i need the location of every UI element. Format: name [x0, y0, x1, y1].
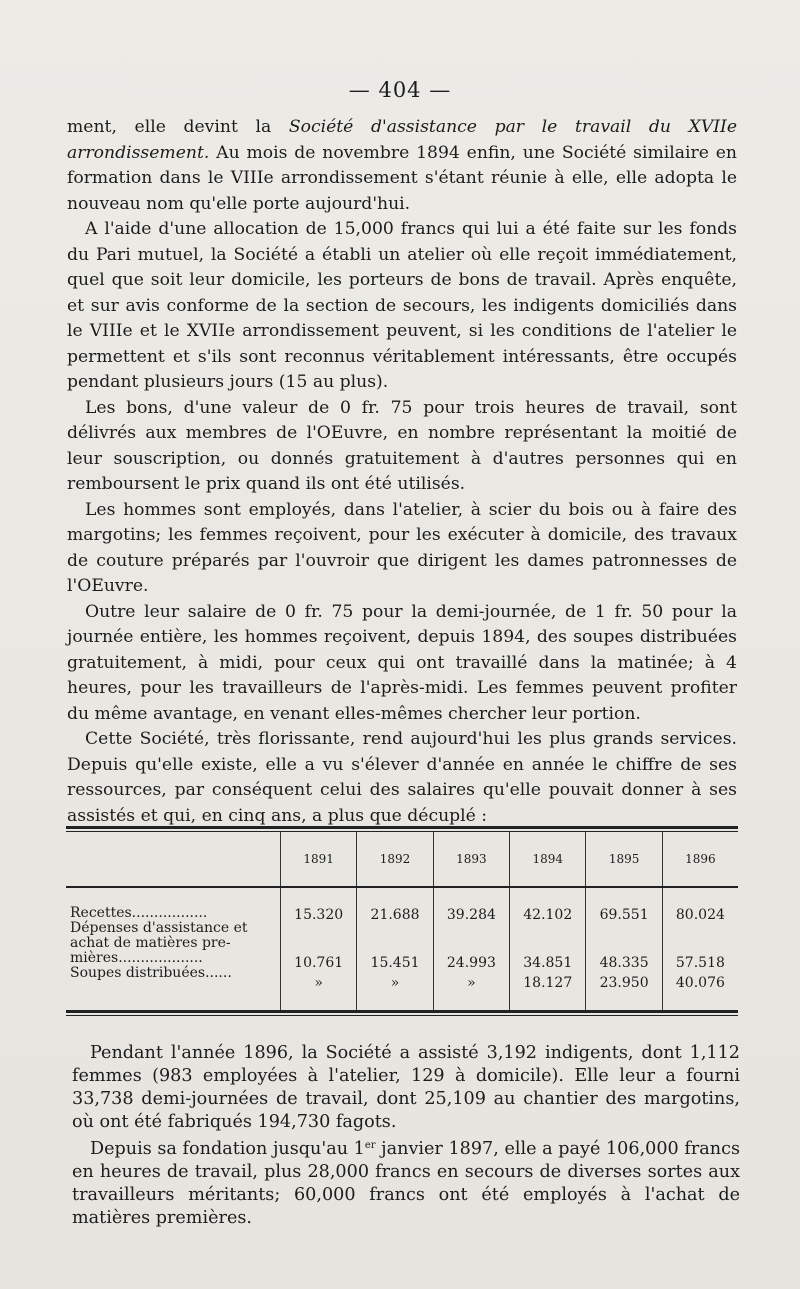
depenses-value: 48.335: [599, 955, 649, 971]
paragraph-1-lead: ment, elle devint la: [67, 117, 289, 137]
paragraph-7: Pendant l'année 1896, la Société a assisté 3,192 indigents, dont 1,112 femmes (983 employées à l'atelier, 129 à domicile). Elle leur a fourni 33,738 demi-journées de travail, dont 25,109 au chantier des margotins, où ont été fabriqués 194,730 fagots.: [72, 1043, 740, 1132]
table-header-row: [66, 832, 738, 887]
paragraph-8-lead: Depuis sa fondation jusqu'au 1: [90, 1139, 365, 1159]
year-column-1896: [662, 887, 738, 1010]
page-number: — 404 —: [348, 78, 452, 102]
recettes-value: 39.284: [446, 907, 496, 923]
soupes-value: »: [390, 975, 400, 991]
year-header: 1896: [662, 832, 738, 887]
paragraph-6: Cette Société, très florissante, rend aujourd'hui les plus grands services. Depuis qu'elle existe, elle a vu s'élever d'année en année le chiffre de ses ressources, par conséquent celui des salaires qu'elle pouvait donner à ses assistés et qui, en cinq ans, a plus que décuplé :: [67, 729, 737, 826]
label-depenses-line3: mières...................: [70, 950, 203, 966]
recettes-value: 42.102: [523, 907, 573, 923]
society-name-italic: Société d'assistance par le travail du XVIIe arrondissement.: [67, 117, 737, 163]
year-header: 1892: [357, 832, 433, 887]
label-depenses-line2: achat de matières pre-: [70, 935, 231, 951]
recettes-value: 21.688: [370, 907, 420, 923]
year-column-1892: [357, 887, 433, 1010]
row-labels-cell: [66, 887, 281, 1010]
year-column-1894: [510, 887, 586, 1010]
soupes-value: 18.127: [523, 975, 573, 991]
header-blank-cell: [66, 832, 281, 887]
paragraph-2: A l'aide d'une allocation de 15,000 francs qui lui a été faite sur les fonds du Pari mutuel, la Société a établi un atelier où elle reçoit immédiatement, quel que soit leur domicile, les porteurs de bons de travail. Après enquête, et sur avis conforme de la section de secours, les indigents domiciliés dans le VIIIe et le XVIIe arrondissement peuvent, si les conditions de l'atelier le permettent et s'ils sont reconnus véritablement intéressants, être occupés pendant plusieurs jours (15 au plus).: [67, 219, 737, 392]
recettes-value: 69.551: [599, 907, 649, 923]
year-column-1891: [281, 887, 357, 1010]
recettes-value: 80.024: [675, 907, 725, 923]
label-soupes: Soupes distribuées......: [70, 965, 232, 981]
paragraph-3: Les bons, d'une valeur de 0 fr. 75 pour trois heures de travail, sont délivrés aux membres de l'OEuvre, en nombre représentant la moitié de leur souscription, ou donnés gratuitement à d'autres personnes qui en remboursent le prix quand ils ont été utilisés.: [67, 397, 737, 494]
label-recettes: Recettes.................: [70, 905, 208, 921]
table-body-row: [66, 887, 738, 1010]
paragraph-8: [72, 1134, 740, 1230]
year-header: 1895: [586, 832, 662, 887]
statistics-table-wrapper: [66, 826, 738, 1016]
soupes-value: 23.950: [599, 975, 649, 991]
soupes-value: »: [314, 975, 323, 991]
year-header: 1893: [433, 832, 509, 887]
recettes-value: 15.320: [294, 907, 344, 923]
main-text: [67, 115, 737, 829]
label-depenses-line1: Dépenses d'assistance et: [70, 920, 248, 936]
depenses-value: 57.518: [675, 955, 725, 971]
paragraph-1: [67, 115, 737, 217]
ordinal-superscript: er: [364, 1140, 376, 1151]
soupes-value: »: [467, 975, 476, 991]
year-column-1893: [433, 887, 509, 1010]
paragraph-4: Les hommes sont employés, dans l'atelier, à scier du bois ou à faire des margotins; les femmes reçoivent, pour les exécuter à domicile, des travaux de couture préparés par l'ouvroir que dirigent les dames patronnesses de l'OEuvre.: [67, 499, 737, 596]
depenses-value: 15.451: [370, 955, 420, 971]
year-header: 1891: [281, 832, 357, 887]
paragraph-5: Outre leur salaire de 0 fr. 75 pour la demi-journée, de 1 fr. 50 pour la journée entière, les hommes reçoivent, depuis 1894, des soupes distribuées gratuitement, à midi, pour ceux qui ont travaillé dans la matinée; à 4 heures, pour les travailleurs de l'après-midi. Les femmes peuvent profiter du même avantage, en venant elles-mêmes chercher leur portion.: [67, 601, 737, 724]
soupes-value: 40.076: [675, 975, 725, 991]
paragraph-8-rest: janvier 1897, elle a payé 106,000 francs en heures de travail, plus 28,000 francs en secours de diverses sortes aux travailleurs méritants; 60,000 francs ont été employés à l'achat de matières premières.: [72, 1139, 740, 1228]
statistics-table: [66, 832, 738, 1010]
year-header: 1894: [510, 832, 586, 887]
depenses-value: 34.851: [523, 955, 573, 971]
table-bottom-rule: [66, 1010, 738, 1016]
depenses-value: 24.993: [446, 955, 496, 971]
year-column-1895: [586, 887, 662, 1010]
closing-text: [72, 1042, 740, 1230]
depenses-value: 10.761: [294, 955, 344, 971]
paragraph-1-rest: Au mois de novembre 1894 enfin, une Société similaire en formation dans le VIIIe arrondissement s'étant réunie à elle, elle adopta le nouveau nom qu'elle porte aujourd'hui.: [67, 142, 737, 214]
